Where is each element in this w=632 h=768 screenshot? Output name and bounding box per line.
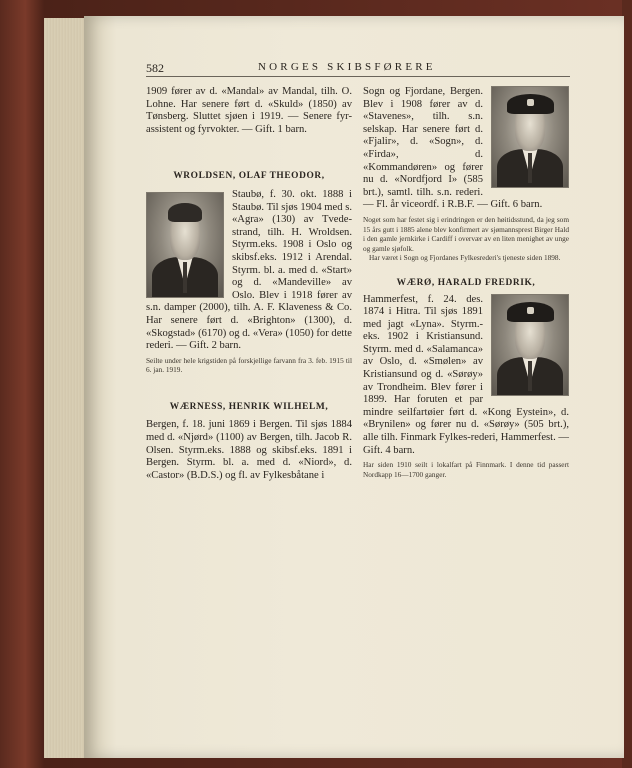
left-column <box>146 86 352 482</box>
running-head: NORGES SKIBSFØRERE <box>258 61 436 73</box>
right-column <box>363 86 569 479</box>
continuation-text-waerness: Sogn og Fjordane, Bergen. Blev i 1908 fører av d. «Stavenes», tilh. s.n. selskap. Har senere ført d. «Fjalir», d. «Sogn», d. «Firda», d. «Kommandøren» og fører nu d. «Nordfjord I» (585 brt.), samtl. tilh. s.n. rederi. — Fl. år viceordf. i R.B.F. — Gift. 6 barn. <box>363 86 543 211</box>
intro-paragraph: 1909 fører av d. «Mandal» av Mandal, tilh. O. Lohne. Har senere ført d. «Skuld» (1850) av Tønsberg. Sluttet sjøen i 1919. — Senere fyr-assistent og fyrvokter. — Gift. 1 barn. <box>146 86 352 135</box>
entry-text-waero: Hammerfest, f. 24. des. 1874 i Hitra. Til sjøs 1891 med jagt «Lyna». Styrm.-eks. 1902 i Kristiansund. Styrm. med d. «Salamanca» av Oslo, d. «Smølen» av Kristiansund og d. «Sørøy» av Trondheim. Blev fører i 1899. Har foruten et par mindre seilfartøier ført d. «Kong Eystein», d. «Brynilen» og fører nu d. «Sørøy» (505 brt.), alle tilh. Finmark Fylkes-rederi, Hammerfest. — Gift. 4 barn. <box>363 293 569 456</box>
entry-heading-waerness: WÆRNESS, HENRIK WILHELM, <box>169 401 329 412</box>
portrait-waerness <box>491 86 569 188</box>
portrait-tie <box>183 262 188 293</box>
portrait-wroldsen <box>146 192 224 298</box>
header-rule <box>146 76 570 77</box>
portrait-tie <box>528 153 533 183</box>
continuation-note-2: Har været i Sogn og Fjordanes Fylkesrederi's tjeneste siden 1898. <box>369 253 561 263</box>
continuation-note-1: Noget som har festet sig i erindringen er den høitidsstund, da jeg som 15 års gutt i 1885 alene blev konfirmert av sjømannsprest Birger Hald i den gamle jernkirke i Cardiff i overvær av en liten menighet av unge og gamle sjøfolk. <box>363 214 569 253</box>
entry-text-waerness: Bergen, f. 18. juni 1869 i Bergen. Til sjøs 1884 med d. «Njørd» (1100) av Bergen, tilh. Jacob R. Olsen. Styrm.eks. 1888 og skibsf.eks. 1891 i Bergen. Styrm. bl. a. med d. «Niord», d. «Castor» (B.D.S.) og fl. av Fylkesbåtane i <box>146 419 352 481</box>
portrait-hair <box>168 203 201 222</box>
page-header <box>146 61 572 75</box>
entry-heading-wroldsen: WROLDSEN, OLAF THEODOR, <box>173 171 325 182</box>
page-number: 582 <box>146 61 164 75</box>
entry-heading-waero: WÆRØ, HARALD FREDRIK, <box>396 277 536 288</box>
entry-text-wroldsen: Staubø, f. 30. okt. 1888 i Staubø. Til sjøs 1904 med s. «Agra» (130) av Tvede-strand, tilh. H. Wroldsen. Styrm.eks. 1908 i Oslo og skibsf.eks. 1912 i Arendal. Styrm. bl. a. med d. «Start» og d. «Mandeville» av Oslo. Blev i 1918 fører av s.n. damper (2000), tilh. A. F. Klaveness & Co. Har senere ført d. «Brighton» (1300), d. «Skogstad» (6170) og d. «Vera» (1050) for dette rederi. — Gift. 2 barn. <box>146 188 352 352</box>
cap-badge-icon <box>527 99 534 106</box>
cap-badge-icon <box>527 307 534 314</box>
portrait-tie <box>528 361 533 391</box>
entry-note-wroldsen: Seilte under hele krigstiden på forskjellige farvann fra 3. feb. 1915 til 6. jan. 1919. <box>146 355 352 375</box>
page-edges <box>44 18 85 758</box>
portrait-waero <box>491 294 569 396</box>
entry-note-waero: Har siden 1910 seilt i lokalfart på Finnmark. I denne tid passert Nordkapp 16—1700 ganger. <box>363 460 569 479</box>
